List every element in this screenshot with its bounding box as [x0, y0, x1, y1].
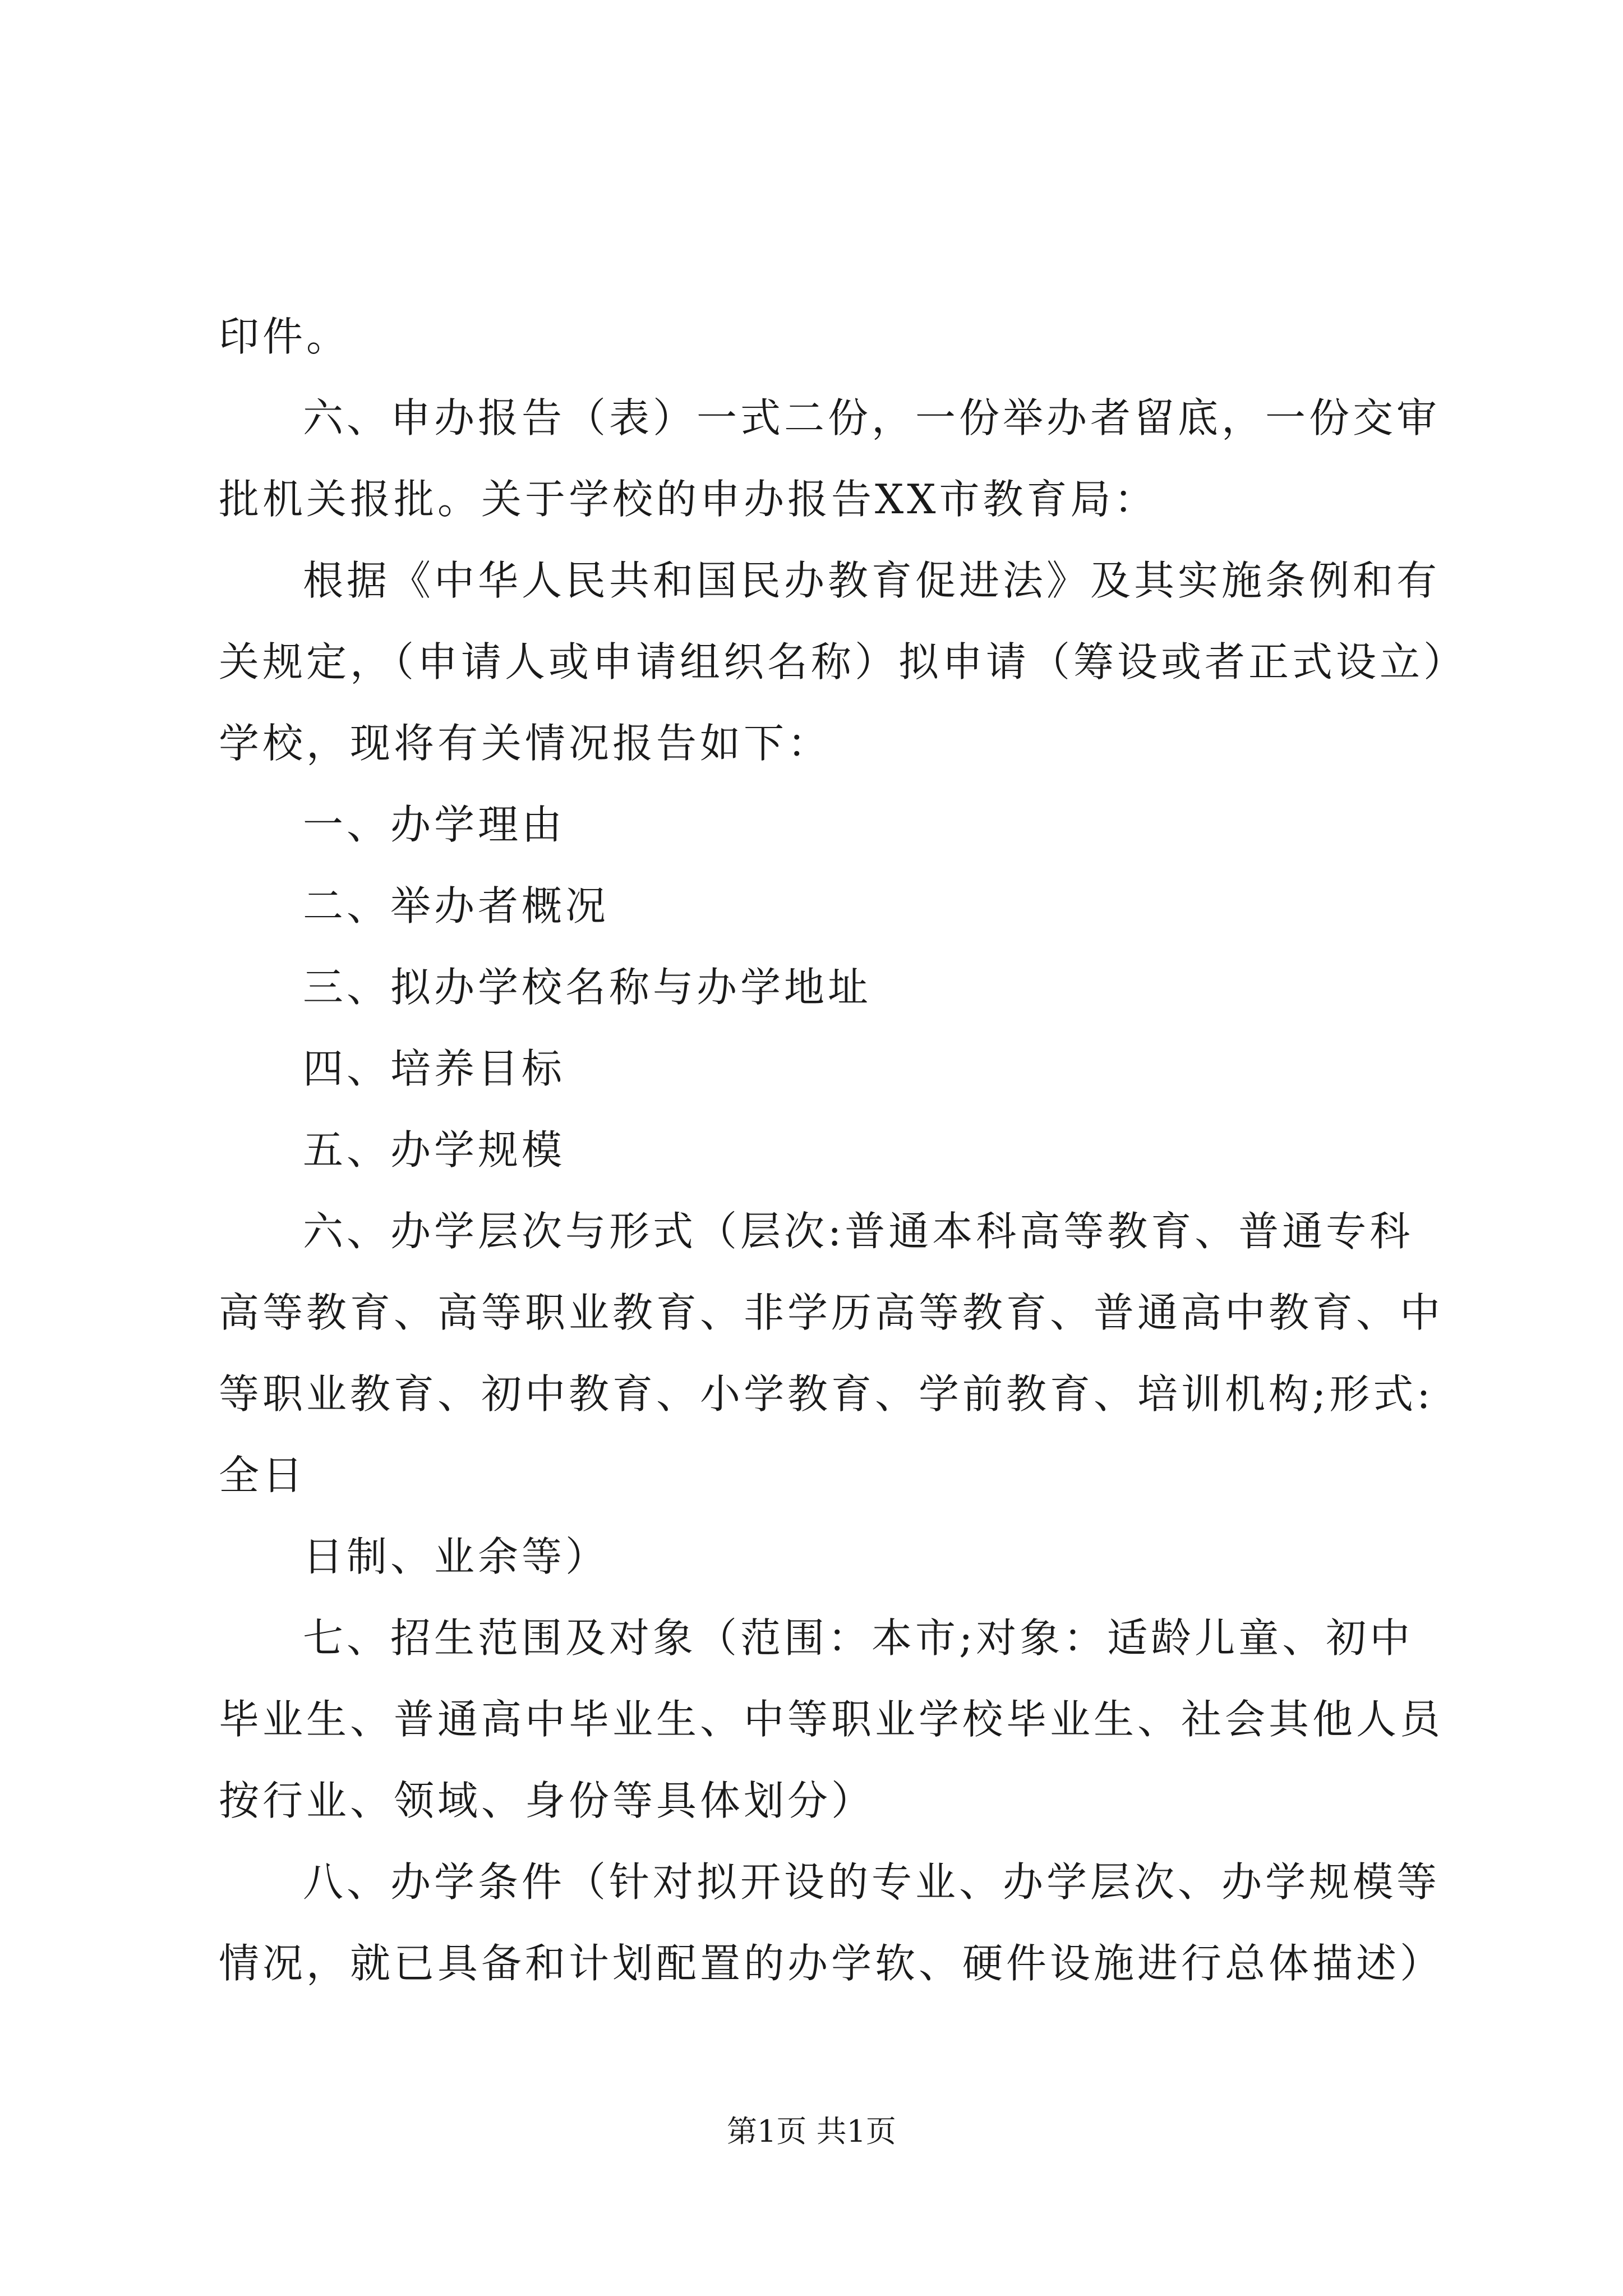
text-line: 三、拟办学校名称与办学地址	[303, 964, 872, 1011]
text-line: 一、办学理由	[303, 801, 566, 848]
text-line: 六、办学层次与形式（层次:普通本科高等教育、普通专科	[303, 1208, 1414, 1255]
text-line: 五、办学规模	[303, 1126, 566, 1174]
text-line: 二、举办者概况	[303, 882, 610, 930]
text-line: 七、招生范围及对象（范围：本市;对象：适龄儿童、初中	[303, 1614, 1414, 1662]
text-line: 八、办学条件（针对拟开设的专业、办学层次、办学规模等	[303, 1858, 1441, 1906]
text-line: 按行业、领域、身份等具体划分）	[219, 1777, 875, 1824]
text-line: 情况，就已具备和计划配置的办学软、硬件设施进行总体描述）	[219, 1940, 1444, 1987]
page-number-footer: 第1页 共1页	[727, 2114, 896, 2149]
text-line: 日制、业余等）	[303, 1533, 610, 1580]
text-line: 高等教育、高等职业教育、非学历高等教育、普通高中教育、中	[219, 1289, 1444, 1336]
text-line: 六、申办报告（表）一式二份，一份举办者留底，一份交审	[303, 394, 1441, 441]
text-line: 四、培养目标	[303, 1045, 566, 1092]
text-line: 全日	[219, 1452, 307, 1499]
text-line: 根据《中华人民共和国民办教育促进法》及其实施条例和有	[303, 557, 1441, 604]
text-line: 毕业生、普通高中毕业生、中等职业学校毕业生、社会其他人员	[219, 1696, 1444, 1743]
text-line: 等职业教育、初中教育、小学教育、学前教育、培训机构;形式:	[219, 1370, 1434, 1418]
text-line: 印件。	[219, 313, 351, 360]
text-line: 关规定，（申请人或申请组织名称）拟申请（筹设或者正式设立）	[219, 638, 1468, 685]
text-line: 批机关报批。关于学校的申办报告XX市教育局：	[219, 476, 1158, 523]
text-line: 学校，现将有关情况报告如下：	[219, 720, 832, 767]
